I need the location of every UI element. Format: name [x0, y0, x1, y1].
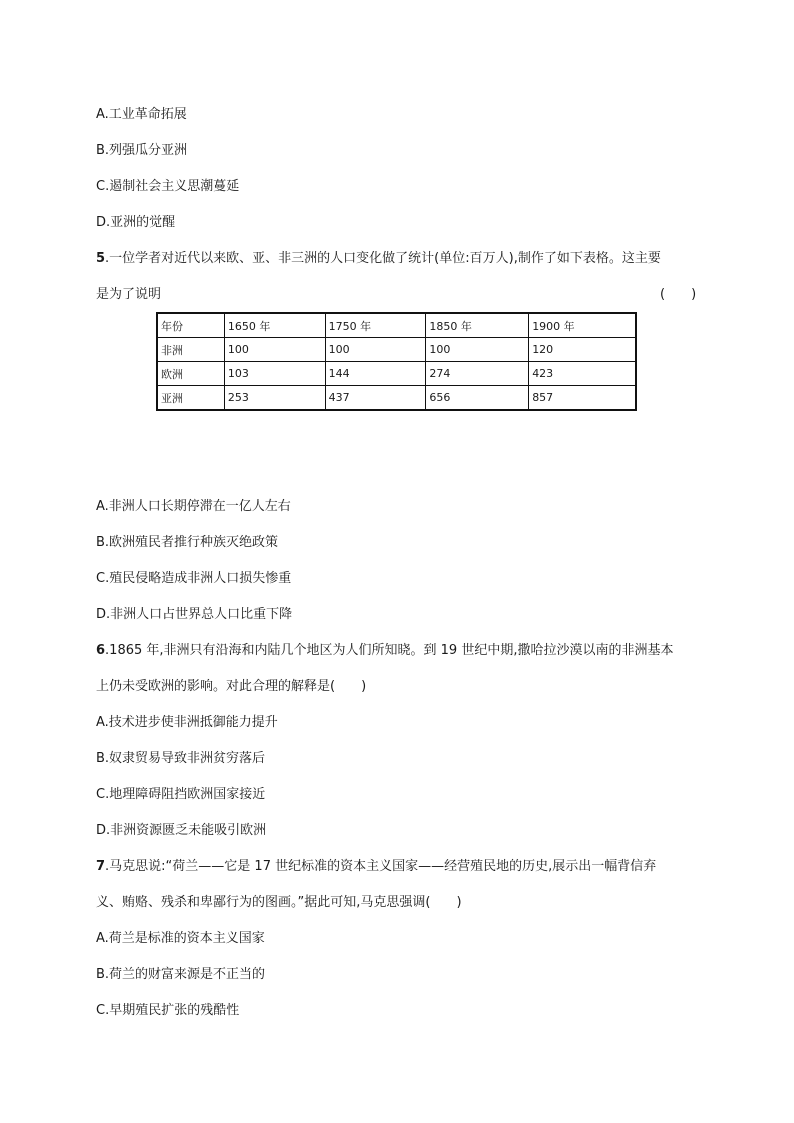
q7-stem-line2: 义、贿赂、残杀和卑鄙行为的图画。”据此可知,马克思强调( ) — [96, 895, 462, 910]
population-table — [156, 312, 637, 411]
table-cell: 103 — [224, 362, 325, 386]
q7-option-c: C.早期殖民扩张的残酷性 — [96, 1003, 240, 1018]
q6-option-a: A.技术进步使非洲抵御能力提升 — [96, 715, 278, 730]
q6-option-c: C.地理障碍阻挡欧洲国家接近 — [96, 787, 266, 802]
table-header-cell: 1750 年 — [325, 313, 426, 338]
q7-stem-line1 — [96, 858, 656, 876]
table-cell: 857 — [529, 386, 636, 411]
q6-option-b: B.奴隶贸易导致非洲贫穷落后 — [96, 751, 266, 766]
q7-stem-text: .马克思说:“荷兰——它是 17 世纪标准的资本主义国家——经营殖民地的历史,展示出一幅背信弃 — [105, 859, 657, 874]
q5-option-c: C.殖民侵略造成非洲人口损失惨重 — [96, 571, 292, 586]
table-cell: 423 — [529, 362, 636, 386]
q6-stem-line2: 上仍未受欧洲的影响。对此合理的解释是( ) — [96, 679, 367, 694]
q5-stem-line2: 是为了说明 — [96, 287, 162, 302]
q6-stem-line1 — [96, 642, 673, 660]
table-cell: 656 — [426, 386, 529, 411]
table-cell: 非洲 — [157, 338, 224, 362]
q4-option-b: B.列强瓜分亚洲 — [96, 143, 188, 158]
q5-stem-text: .一位学者对近代以来欧、亚、非三洲的人口变化做了统计(单位:百万人),制作了如下表格。这主要 — [105, 251, 661, 266]
table-cell: 100 — [426, 338, 529, 362]
q4-option-d: D.亚洲的觉醒 — [96, 215, 176, 230]
q5-answer-paren: ( ) — [660, 287, 697, 302]
q6-number: 6 — [96, 643, 106, 658]
q6-option-d: D.非洲资源匮乏未能吸引欧洲 — [96, 823, 267, 838]
table-cell: 100 — [224, 338, 325, 362]
table-cell: 120 — [529, 338, 636, 362]
table-cell: 274 — [426, 362, 529, 386]
table-cell: 100 — [325, 338, 426, 362]
table-header-cell: 1850 年 — [426, 313, 529, 338]
table-cell: 144 — [325, 362, 426, 386]
table-cell: 欧洲 — [157, 362, 224, 386]
q5-option-d: D.非洲人口占世界总人口比重下降 — [96, 607, 293, 622]
table-header-row — [157, 313, 636, 338]
q6-stem-text: .1865 年,非洲只有沿海和内陆几个地区为人们所知晓。到 19 世纪中期,撒哈拉沙漠以南的非洲基本 — [105, 643, 674, 658]
table-header-cell: 1900 年 — [529, 313, 636, 338]
q5-option-b: B.欧洲殖民者推行种族灭绝政策 — [96, 535, 279, 550]
q7-number: 7 — [96, 859, 106, 874]
table-cell: 亚洲 — [157, 386, 224, 411]
table-cell: 437 — [325, 386, 426, 411]
q4-option-c: C.遏制社会主义思潮蔓延 — [96, 179, 240, 194]
q5-stem-line1 — [96, 250, 661, 268]
q7-option-b: B.荷兰的财富来源是不正当的 — [96, 967, 266, 982]
table-row — [157, 362, 636, 386]
q7-option-a: A.荷兰是标准的资本主义国家 — [96, 931, 265, 946]
table-cell: 253 — [224, 386, 325, 411]
q5-number: 5 — [96, 251, 106, 266]
q5-option-a: A.非洲人口长期停滞在一亿人左右 — [96, 499, 291, 514]
table-row — [157, 386, 636, 411]
q4-option-a: A.工业革命拓展 — [96, 107, 187, 122]
table-row — [157, 338, 636, 362]
table-header-cell: 1650 年 — [224, 313, 325, 338]
table-header-cell: 年份 — [157, 313, 224, 338]
